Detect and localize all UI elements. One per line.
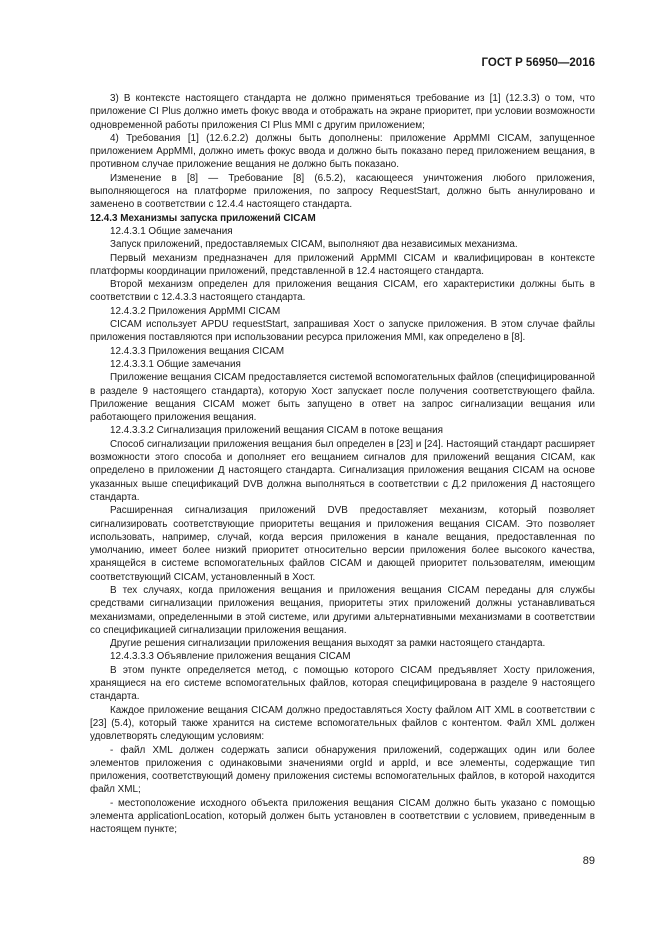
document-header: ГОСТ Р 56950—2016 — [481, 57, 595, 69]
paragraph: Другие решения сигнализации приложения вещания выходят за рамки настоящего стандарта. — [110, 638, 546, 650]
paragraph: 12.4.3.1 Общие замечания — [110, 225, 233, 237]
paragraph: 12.4.3.2 Приложения AppMMI CICAM — [110, 305, 281, 317]
paragraph: CICAM использует APDU requestStart, запрашивая Хост о запуске приложения. В этом случае файлы приложения поставляются при использовании ресурса приложения MMI, как определено в [8]. — [90, 319, 595, 344]
paragraph: 12.4.3.3.2 Сигнализация приложений вещания CICAM в потоке вещания — [110, 425, 443, 437]
paragraph: Второй механизм определен для приложения вещания CICAM, его характеристики должны быть в соответствии с 12.4.3.3 настоящего стандарта. — [90, 279, 595, 304]
paragraph: В этом пункте определяется метод, с помощью которого CICAM предъявляет Хосту приложения, хранящиеся на его системе вспомогательных файлов, которая специфицирована в разделе 9 настоящего стандарта. — [90, 664, 595, 703]
paragraph: Способ сигнализации приложения вещания был определен в [23] и [24]. Настоящий стандарт расширяет возможности этого способа и дополняет его вещанием сигналов для приложений вещания CICAM, как определено в приложении Д настоящего стандарта. Сигнализация приложения вещания CICAM на основе указанных выше спецификаций DVB должна выполняться в соответствии с Д.2 приложения Д настоящего стандарта. — [90, 438, 595, 503]
paragraph: Первый механизм предназначен для приложений AppMMI CICAM и квалифицирован в контексте платформы координации приложений, представленной в 12.4 настоящего стандарта. — [90, 252, 595, 277]
paragraph: - местоположение исходного объекта приложения вещания CICAM должно быть указано с помощью элемента applicationLocation, который должен быть установлен в соответствии с условием, приведенным в настоящем пункте; — [90, 797, 595, 836]
page-number: 89 — [582, 855, 595, 867]
document-body — [90, 92, 595, 837]
paragraph: Приложение вещания CICAM предоставляется системой вспомогательных файлов (специфицированной в разделе 9 настоящего стандарта), которую Хост запускает после получения соответствующего файла. Приложение вещания CICAM может быть запущено в ответ на запрос сигнализации вещания или работающего приложения вещания. — [90, 372, 595, 424]
paragraph: Каждое приложение вещания CICAM должно предоставляться Хосту файлом AIT XML в соответствии с [23] (5.4), который также хранится на системе вспомогательных файлов с контентом. Файл XML должен удовлетворять следующим условиям: — [90, 704, 595, 743]
paragraph: Изменение в [8] — Требование [8] (6.5.2), касающееся уничтожения любого приложения, выполняющегося на платформе приложения, по запросу RequestStart, должно быть аннулировано и заменено в соответствии с 12.4.4 настоящего стандарта. — [90, 172, 595, 211]
section-heading: 12.4.3 Механизмы запуска приложений CICAM — [90, 212, 316, 224]
paragraph: 12.4.3.3 Приложения вещания CICAM — [110, 345, 285, 357]
paragraph: 4) Требования [1] (12.6.2.2) должны быть дополнены: приложение AppMMI CICAM, запущенное приложением AppMMI, должно иметь фокус ввода и должно быть показано перед приложением вещания, в противном случае приложение вещания не должно быть показано. — [90, 132, 595, 171]
paragraph: 12.4.3.3.3 Объявление приложения вещания CICAM — [110, 651, 351, 663]
paragraph: - файл XML должен содержать записи обнаружения приложений, содержащих один или более элементов приложения с одинаковыми значениями orgId и appId, и все элементы, содержащие тип приложения, соответствующий домену приложения системы вспомогательных файлов, в которой находится файл XML; — [90, 744, 595, 796]
paragraph: 3) В контексте настоящего стандарта не должно применяться требование из [1] (12.3.3) о том, что приложение CI Plus должно иметь фокус ввода и отображать на экране приоритет, при условии возможности одновременной работы приложения CI Plus MMI с другим приложением; — [90, 93, 595, 131]
paragraph: Расширенная сигнализация приложений DVB предоставляет механизм, который позволяет сигнализировать соответствующие приоритеты вещания и приложения вещания CICAM. Это позволяет использовать, например, случай, когда версия приложения в канале вещания, предоставленная по умолчанию, имеет более низкий приоритет относительно версии приложения более высокого качества, хранящейся в системе вспомогательных файлов CICAM и дающей приоритет пользователям, имеющим соответствующий CICAM, установленный в Хост. — [90, 505, 595, 583]
paragraph: 12.4.3.3.1 Общие замечания — [110, 358, 241, 370]
paragraph: Запуск приложений, предоставляемых CICAM, выполняют два независимых механизма. — [110, 239, 518, 251]
paragraph: В тех случаях, когда приложения вещания и приложения вещания CICAM переданы для службы средствами сигнализации приложения вещания, приоритеты этих приложений должны устанавливаться механизмами, определенными в этой системе, или другими альтернативными механизмами в соответствии со спецификацией сигнализации приложения вещания. — [90, 584, 595, 636]
